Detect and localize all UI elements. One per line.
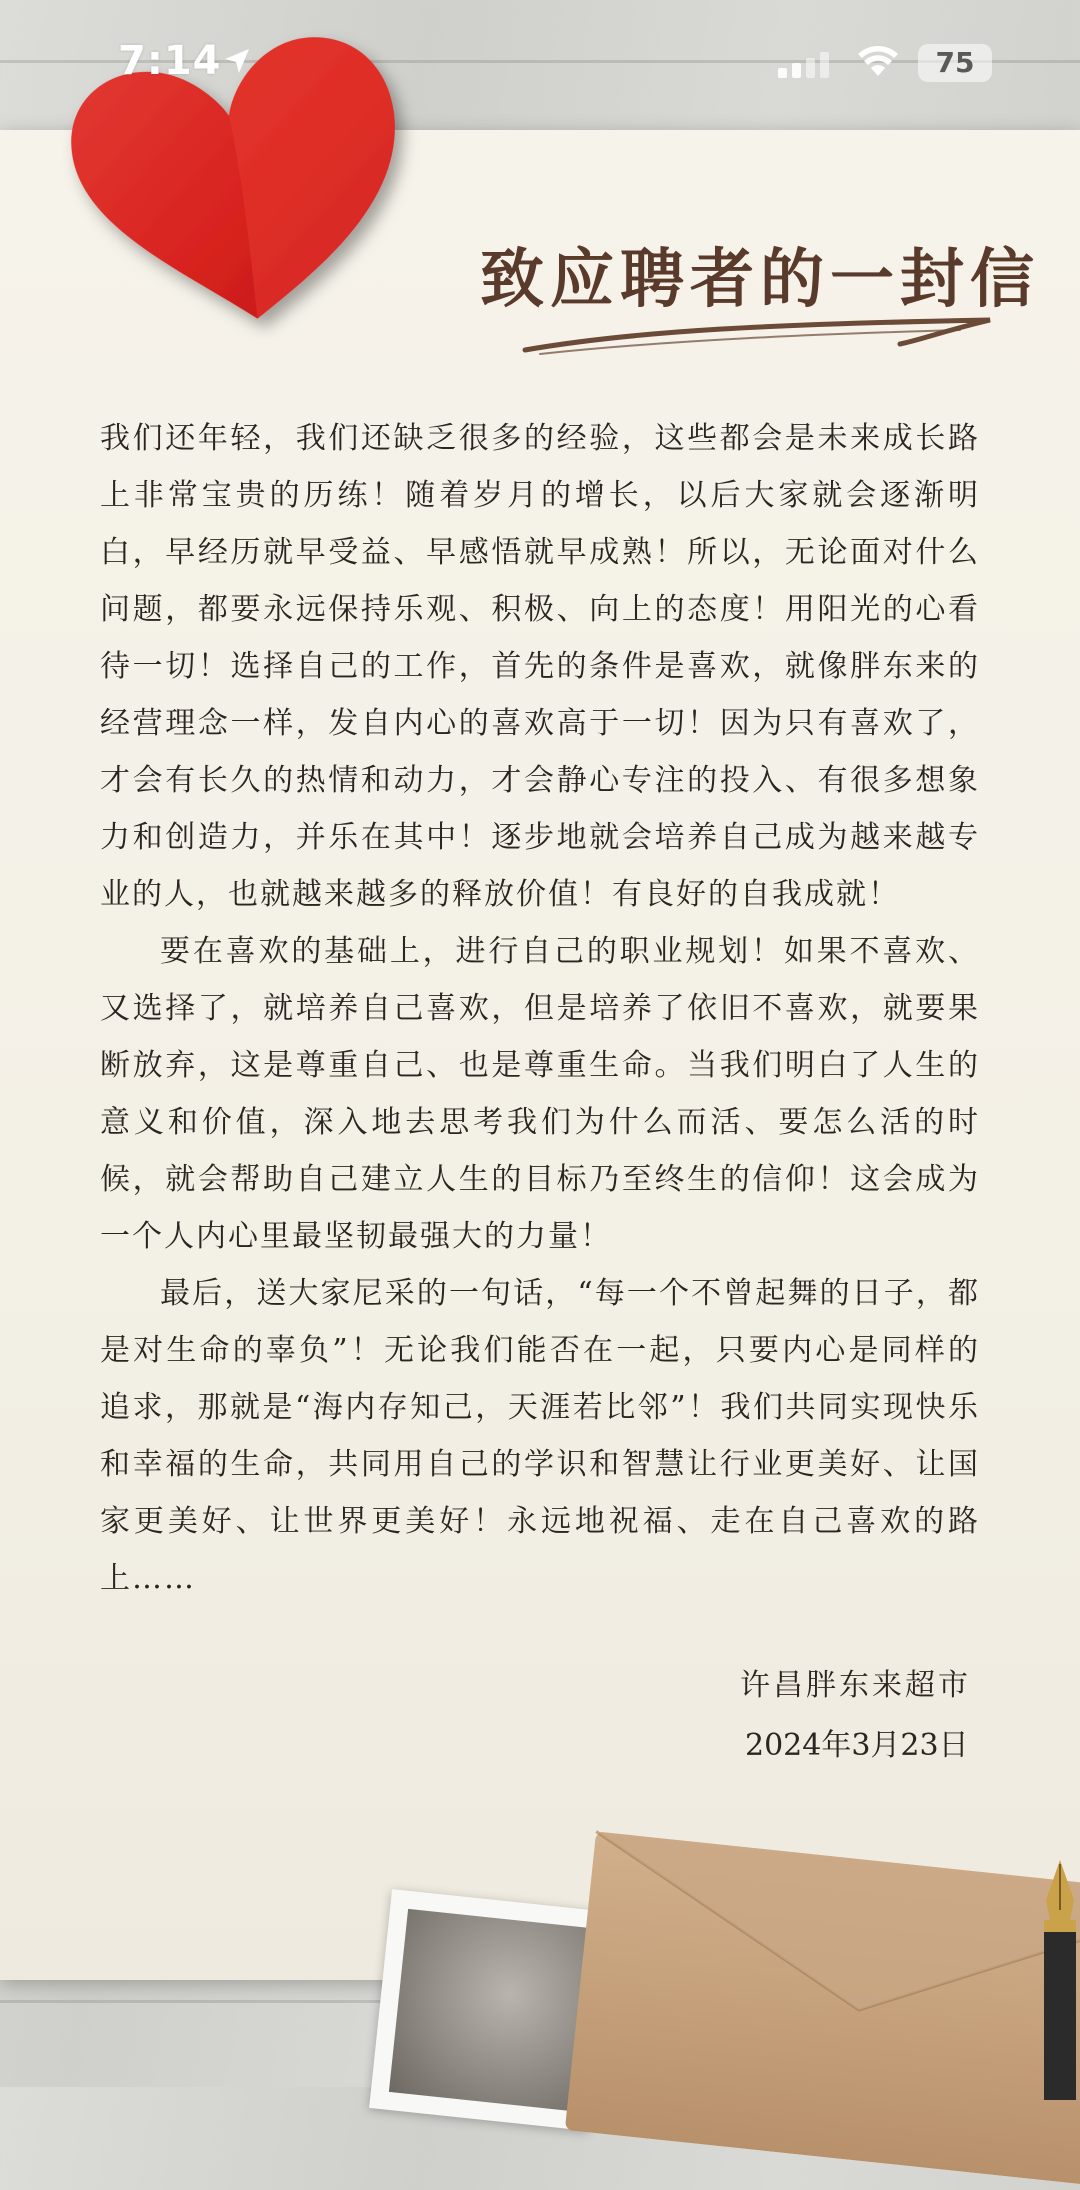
wifi-icon [858, 46, 898, 78]
letter-title: 致应聘者的一封信 [480, 242, 1040, 317]
letter-body [100, 410, 980, 1607]
cellular-signal-icon [778, 52, 830, 78]
status-bar [0, 0, 1080, 130]
letter-signature: 许昌胖东来超市 [740, 1668, 971, 1703]
fountain-pen-icon [1030, 1860, 1080, 2100]
letter-date: 2024年3月23日 [745, 1728, 969, 1763]
letter-paragraph-1: 我们还年轻，我们还缺乏很多的经验，这些都会是未来成长路上非常宝贵的历练！随着岁月的增长，以后大家就会逐渐明白，早经历就早受益、早感悟就早成熟！所以，无论面对什么问题，都要永远保持乐观、积极、向上的态度！用阳光的心看待一切！选择自己的工作，首先的条件是喜欢，就像胖东来的经营理念一样，发自内心的喜欢高于一切！因为只有喜欢了，才会有长久的热情和动力，才会静心专注的投入、有很多想象力和创造力，并乐在其中！逐步地就会培养自己成为越来越专业的人，也就越来越多的释放价值！有良好的自我成就！ [100, 421, 980, 912]
letter-paragraph-2: 要在喜欢的基础上，进行自己的职业规划！如果不喜欢、又选择了，就培养自己喜欢，但是培养了依旧不喜欢，就要果断放弃，这是尊重自己、也是尊重生命。当我们明白了人生的意义和价值，深入地去思考我们为什么而活、要怎么活的时候，就会帮助自己建立人生的目标乃至终生的信仰！这会成为一个人内心里最坚韧最强大的力量！ [100, 934, 980, 1254]
envelope-icon [545, 1810, 1080, 2190]
battery-indicator: 75 [918, 44, 992, 82]
status-time: 7:14 [118, 38, 222, 84]
title-underline-swash [520, 310, 1000, 360]
location-arrow-icon [222, 46, 252, 76]
letter-paragraph-3: 最后，送大家尼采的一句话，“每一个不曾起舞的日子，都是对生命的辜负”！无论我们能否在一起，只要内心是同样的追求，那就是“海内存知己，天涯若比邻”！我们共同实现快乐和幸福的生命，共同用自己的学识和智慧让行业更美好、让国家更美好、让世界更美好！永远地祝福、走在自己喜欢的路上…… [100, 1276, 980, 1596]
